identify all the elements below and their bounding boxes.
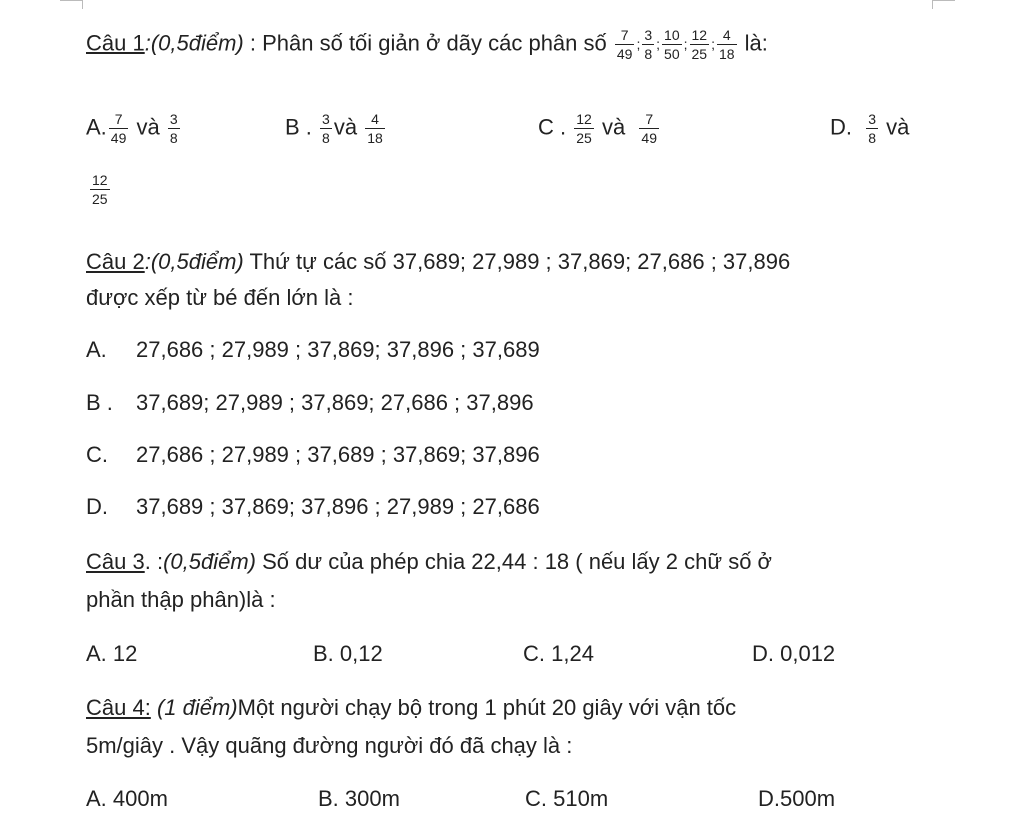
q2-text1: Thứ tự các số 37,689; 27,989 ; 37,869; 27,686 ; 37,896	[243, 249, 791, 274]
numerator: 12	[576, 111, 592, 127]
numerator: 7	[109, 111, 129, 129]
numerator: 12	[92, 172, 108, 188]
fraction	[365, 111, 385, 146]
option-prefix: B .	[285, 114, 312, 140]
q2-stem-line2: được xếp từ bé đến lớn là :	[86, 285, 354, 310]
q3-points: (0,5điểm)	[163, 549, 256, 574]
option-prefix: D.	[830, 114, 852, 140]
q2-option-a[interactable]	[86, 336, 540, 364]
denominator: 49	[641, 130, 657, 146]
q3-option-c[interactable]: C. 1,24	[523, 641, 594, 666]
q3-stem-line2: phần thập phân)là :	[86, 587, 276, 612]
q1-points: :(0,5điểm)	[144, 30, 244, 56]
numerator: 3	[868, 111, 877, 127]
fraction	[717, 27, 737, 62]
q1-label: Câu 1	[86, 30, 145, 56]
denominator: 49	[110, 130, 127, 146]
q3-label: Câu 3	[86, 549, 145, 574]
denominator: 25	[691, 46, 708, 62]
option-prefix: A.	[86, 114, 107, 140]
fraction	[168, 111, 180, 146]
option-text: 37,689; 27,989 ; 37,869; 27,686 ; 37,896	[136, 390, 534, 415]
fraction	[662, 27, 682, 62]
fraction	[320, 111, 332, 146]
q3-option-a[interactable]: A. 12	[86, 641, 138, 666]
option-text: 27,686 ; 27,989 ; 37,689 ; 37,869; 37,896	[136, 442, 540, 467]
q3-dot: . :	[144, 549, 164, 574]
q1-text: : Phân số tối giản ở dãy các phân số	[243, 30, 613, 56]
q1-option-d[interactable]	[830, 111, 909, 146]
denominator: 8	[322, 130, 330, 146]
numerator: 10	[664, 27, 680, 43]
fraction	[90, 172, 110, 207]
denominator: 25	[576, 130, 592, 146]
denominator: 18	[718, 46, 735, 62]
q1-option-c[interactable]	[538, 111, 661, 146]
q1-fraction-list	[613, 27, 739, 62]
q3-stem-line1	[86, 548, 772, 576]
numerator: 3	[644, 27, 653, 43]
q2-option-b[interactable]	[86, 389, 534, 417]
q2-points: :(0,5điểm)	[144, 249, 244, 274]
option-prefix: D.	[86, 494, 108, 519]
option-connector: và	[880, 114, 910, 140]
q3-option-d[interactable]: D. 0,012	[752, 641, 836, 666]
numerator: 4	[365, 111, 385, 129]
numerator: 4	[717, 27, 737, 45]
q4-points: (1 điểm)	[150, 695, 238, 720]
option-prefix: A.	[86, 337, 107, 362]
denominator: 49	[616, 46, 633, 62]
option-text: 27,686 ; 27,989 ; 37,869; 37,896 ; 37,689	[136, 337, 540, 362]
q4-option-d[interactable]: D.500m	[758, 786, 836, 811]
fraction-separator: ;	[711, 36, 715, 53]
denominator: 50	[664, 46, 680, 62]
fraction	[639, 111, 659, 146]
q4-text1: Một người chạy bộ trong 1 phút 20 giây với vận tốc	[237, 695, 737, 720]
fraction	[866, 111, 878, 146]
denominator: 8	[169, 130, 178, 146]
q2-option-d[interactable]	[86, 493, 540, 521]
numerator: 3	[169, 111, 178, 127]
fraction	[642, 27, 654, 62]
q1-option-a[interactable]	[86, 111, 182, 146]
q2-stem-line1	[86, 248, 790, 276]
fraction	[574, 111, 594, 146]
denominator: 25	[92, 191, 108, 207]
q4-label: Câu 4:	[86, 695, 151, 720]
q2-label: Câu 2	[86, 249, 145, 274]
option-connector: và	[595, 114, 632, 140]
denominator: 8	[644, 46, 653, 62]
fraction-separator: ;	[656, 36, 661, 53]
fraction	[690, 27, 710, 62]
numerator: 7	[615, 27, 635, 45]
option-prefix: B .	[86, 390, 113, 415]
q4-stem-line2: 5m/giây . Vậy quãng đường người đó đã chạy là :	[86, 733, 573, 758]
q2-option-c[interactable]	[86, 441, 540, 469]
fraction-separator: ;	[683, 36, 688, 53]
fraction	[109, 111, 129, 146]
denominator: 18	[367, 130, 383, 146]
q4-option-b[interactable]: B. 300m	[318, 786, 400, 811]
numerator: 12	[691, 27, 708, 43]
q4-option-a[interactable]: A. 400m	[86, 786, 168, 811]
q3-option-b[interactable]: B. 0,12	[313, 641, 383, 666]
fraction-separator: ;	[636, 36, 641, 53]
page-corner-mark	[932, 0, 955, 9]
q4-option-c[interactable]: C. 510m	[525, 786, 609, 811]
q1-tail: là:	[738, 30, 768, 56]
fraction	[615, 27, 635, 62]
q1-stem	[86, 27, 768, 62]
q4-stem-line1	[86, 694, 736, 722]
q1-option-b[interactable]	[285, 111, 387, 146]
option-text: 37,689 ; 37,869; 37,896 ; 27,989 ; 27,686	[136, 494, 540, 519]
numerator: 3	[322, 111, 330, 127]
option-prefix: C .	[538, 114, 567, 140]
numerator: 7	[639, 111, 659, 129]
page-corner-mark	[60, 0, 83, 9]
q1-option-d-continued	[88, 172, 112, 207]
option-connector: và	[333, 114, 358, 140]
denominator: 8	[868, 130, 877, 146]
option-prefix: C.	[86, 442, 108, 467]
option-connector: và	[130, 114, 166, 140]
q3-text1: Số dư của phép chia 22,44 : 18 ( nếu lấy 2 chữ số ở	[255, 549, 772, 574]
